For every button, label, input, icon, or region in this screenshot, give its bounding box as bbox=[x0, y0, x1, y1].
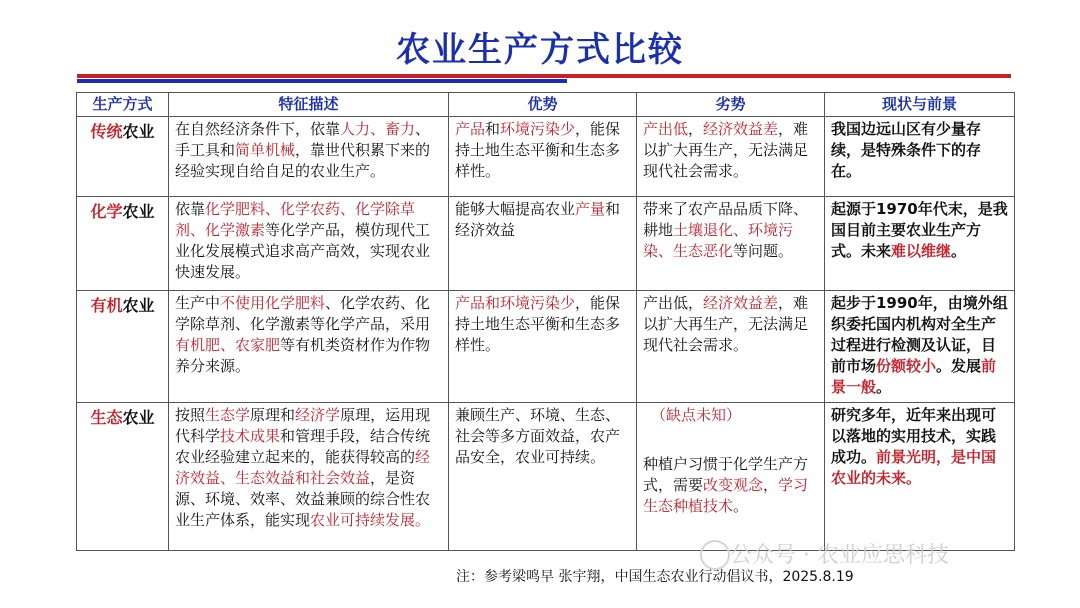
status-cell bbox=[825, 403, 1015, 551]
text-segment: ，难以扩大再生产，无法满足现代社会需求。 bbox=[643, 120, 809, 180]
header-status: 现状与前景 bbox=[825, 93, 1015, 117]
highlight-text: 产品和环境污染少 bbox=[455, 294, 576, 312]
method-name-highlight: 化学 bbox=[90, 202, 123, 221]
text-segment: 原理和 bbox=[250, 406, 296, 424]
advantage-cell bbox=[449, 291, 637, 403]
highlight-text: 有机肥、农家肥 bbox=[175, 336, 281, 354]
feature-cell bbox=[169, 291, 449, 403]
highlight-text: 经济效益差 bbox=[703, 294, 779, 312]
status-cell bbox=[825, 197, 1015, 291]
status-cell bbox=[825, 291, 1015, 403]
highlight-text: 改变观念 bbox=[703, 476, 764, 494]
highlight-text: 经济效益差 bbox=[703, 120, 779, 138]
highlight-text: 产品 bbox=[455, 120, 486, 138]
method-name-rest: 农业 bbox=[122, 202, 155, 221]
text-segment: 和管理手段，结合传统农业经验建立起来的，能获得较高的 bbox=[175, 427, 431, 466]
highlight-text: 产出低 bbox=[643, 120, 689, 138]
text-segment: 。 bbox=[951, 242, 967, 260]
header-method: 生产方式 bbox=[77, 93, 169, 117]
text-segment: 和经济效益 bbox=[455, 200, 621, 239]
text-segment: 起源于1970年代末，是我国目前主要农业生产方式。未来 bbox=[831, 200, 1008, 260]
highlight-text: 土壤退化、环境污染、生态恶化 bbox=[643, 221, 794, 260]
highlight-text: 生态学 bbox=[205, 406, 251, 424]
method-name-cell bbox=[77, 403, 169, 551]
method-name-rest: 农业 bbox=[122, 408, 155, 427]
text-segment: 等化学产品，模仿现代工业化发展模式追求高产高效，实现农业快速发展。 bbox=[175, 221, 431, 281]
header-feature: 特征描述 bbox=[169, 93, 449, 117]
text-segment: 产出低， bbox=[643, 294, 704, 312]
comparison-table bbox=[76, 92, 1015, 551]
highlight-text: 不使用化学肥料 bbox=[220, 294, 326, 312]
text-segment: ，是资源、环境、效率、效益兼顾的综合性农业生产体系，能实现 bbox=[175, 469, 431, 529]
method-name-rest: 农业 bbox=[122, 122, 155, 141]
text-segment: 兼顾生产、环境、生态、社会等多方面效益，农产品安全，农业可持续。 bbox=[455, 406, 621, 466]
highlight-text: 简单机械 bbox=[235, 141, 296, 159]
table-row bbox=[77, 197, 1015, 291]
highlight-text: 技术成果 bbox=[220, 427, 281, 445]
highlight-text: 前景一般 bbox=[831, 357, 997, 396]
text-segment: 等有机类资材作为作物养分来源。 bbox=[175, 336, 431, 375]
text-segment: ，难以扩大再生产，无法满足现代社会需求。 bbox=[643, 294, 809, 354]
text-segment: 。发展 bbox=[936, 357, 982, 375]
text-segment: 能够大幅提高农业 bbox=[455, 200, 576, 218]
method-name-cell bbox=[77, 197, 169, 291]
page-title: 农业生产方式比较 bbox=[396, 30, 684, 70]
text-segment: ，能保持土地生态平衡和生态多样性。 bbox=[455, 294, 621, 354]
text-segment: 研究多年，近年来出现可以落地的实用技术，实践成功。 bbox=[831, 406, 997, 466]
method-name-highlight: 有机 bbox=[90, 296, 123, 315]
table-row bbox=[77, 117, 1015, 197]
table-row bbox=[77, 403, 1015, 551]
feature-cell bbox=[169, 117, 449, 197]
status-cell bbox=[825, 117, 1015, 197]
watermark: 公众号 · 农业应思科技 bbox=[730, 543, 949, 568]
header-advantage: 优势 bbox=[449, 93, 637, 117]
text-segment: 和 bbox=[485, 120, 501, 138]
advantage-cell bbox=[449, 197, 637, 291]
text-segment: 。 bbox=[876, 378, 892, 396]
highlight-text: 农业可持续发展。 bbox=[310, 511, 431, 529]
disadvantage-cell bbox=[637, 403, 825, 551]
advantage-cell bbox=[449, 403, 637, 551]
title-underline-red bbox=[77, 74, 1011, 78]
feature-cell bbox=[169, 403, 449, 551]
highlight-text: 难以维继 bbox=[891, 242, 952, 260]
text-segment: 依靠 bbox=[175, 200, 206, 218]
header-disadvantage: 劣势 bbox=[637, 93, 825, 117]
disadvantage-cell bbox=[637, 197, 825, 291]
method-name-rest: 农业 bbox=[122, 296, 155, 315]
table-row bbox=[77, 291, 1015, 403]
disadvantage-cell bbox=[637, 117, 825, 197]
text-segment: 在自然经济条件下，依靠 bbox=[175, 120, 341, 138]
disadvantage-cell bbox=[637, 291, 825, 403]
text-segment: ， bbox=[763, 476, 779, 494]
highlight-text: 学习生态种植技术 bbox=[643, 476, 809, 515]
highlight-text: 前景光明，是中国农业的未来。 bbox=[831, 448, 997, 487]
text-segment: 生产中 bbox=[175, 294, 221, 312]
text-segment: 。 bbox=[733, 497, 749, 515]
method-name-highlight: 生态 bbox=[90, 408, 123, 427]
source-note: 注：参考梁鸣早 张宇翔，中国生态农业行动倡议书，2025.8.19 bbox=[456, 569, 854, 585]
text-segment: 原理，运用现代科学 bbox=[175, 406, 431, 445]
highlight-text: 产量 bbox=[575, 200, 606, 218]
advantage-cell bbox=[449, 117, 637, 197]
text-segment: 种植户习惯于化学生产方式，需要 bbox=[643, 455, 809, 494]
text-segment: 起步于1990年，由境外组织委托国内机构对全生产过程进行检测及认证，目前市场 bbox=[831, 294, 1008, 375]
text-segment: 带来了农产品品质下降、耕地 bbox=[643, 200, 809, 239]
text-segment: ， bbox=[688, 120, 704, 138]
text-segment: 、化学农药、化学除草剂、化学激素等化学产品，采用 bbox=[175, 294, 431, 333]
text-segment: 按照 bbox=[175, 406, 206, 424]
text-segment: 我国边远山区有少量存续，是特殊条件下的存在。 bbox=[831, 120, 982, 180]
highlight-text: 经济学 bbox=[295, 406, 341, 424]
method-name-highlight: 传统 bbox=[90, 122, 123, 141]
method-name-cell bbox=[77, 117, 169, 197]
text-segment: 等问题。 bbox=[733, 242, 794, 260]
feature-cell bbox=[169, 197, 449, 291]
text-segment: ，靠世代积累下来的经验实现自给自足的农业生产。 bbox=[175, 141, 431, 180]
table-header-row bbox=[77, 93, 1015, 117]
highlight-text: 人力、畜力 bbox=[340, 120, 416, 138]
unknown-disadvantage-note: （缺点未知） bbox=[651, 406, 742, 424]
highlight-text: 经济效益、生态效益和社会效益 bbox=[175, 448, 431, 487]
text-segment: 、手工具和 bbox=[175, 120, 431, 159]
highlight-text: 份额较小 bbox=[876, 357, 937, 375]
title-underline-blue bbox=[77, 79, 567, 83]
highlight-text: 环境污染少 bbox=[500, 120, 576, 138]
method-name-cell bbox=[77, 291, 169, 403]
highlight-text: 化学肥料、化学农药、化学除草剂、化学激素 bbox=[175, 200, 416, 239]
text-segment: ，能保持土地生态平衡和生态多样性。 bbox=[455, 120, 621, 180]
